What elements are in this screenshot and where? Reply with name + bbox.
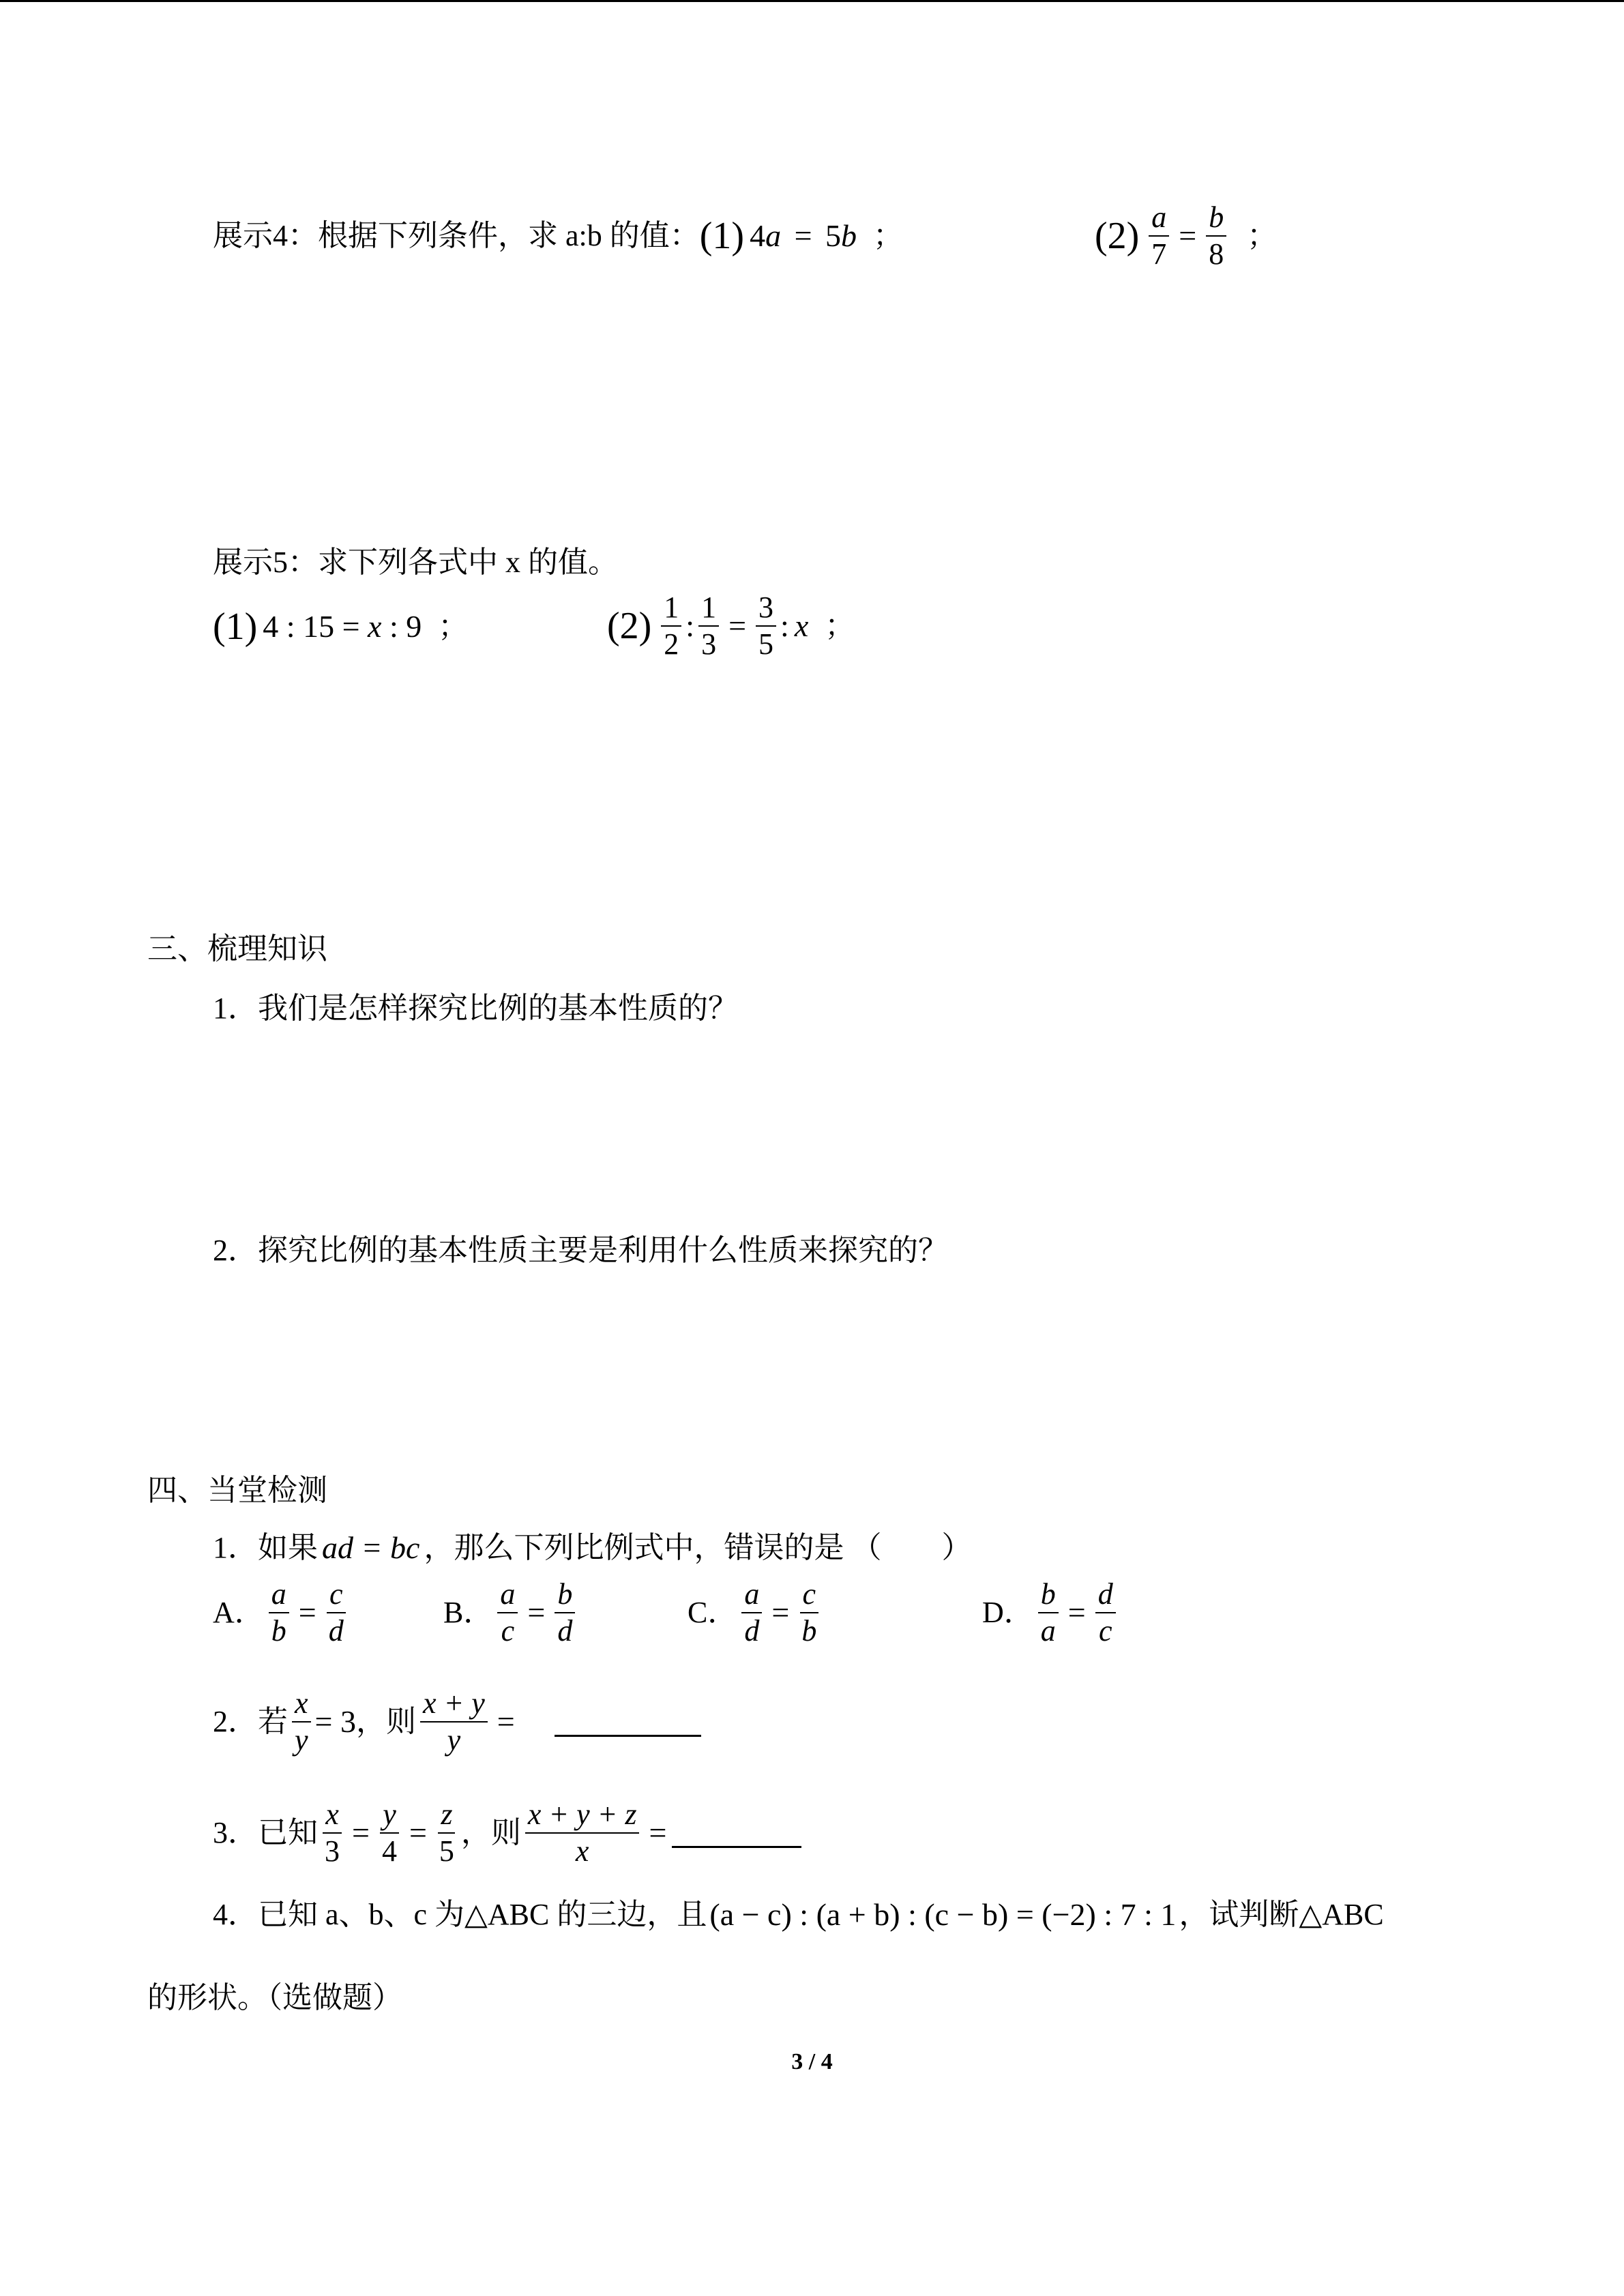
show5-fraction-1-over-3: $\frac{1}{3}$ [698,590,719,662]
show5-sep1: ； [438,610,469,643]
show5-part1 [213,606,468,647]
section4-question-1: 1．如果 ad = bc ，那么下列比例式中，错误的是 （ ） [213,1527,971,1568]
show4-part2: (2) $\frac{a}{7}$ = $\frac{b}{8}$ ； [1095,200,1278,271]
show4-part1-equation: 4a = 5b [750,218,857,253]
option-d: D． $\frac{b}{a}$ = $\frac{d}{c}$ [982,1575,1120,1650]
section3-title: 三、梳理知识 [147,932,327,966]
q3-answer-blank[interactable] [672,1819,801,1848]
show5-part1-marker: (1) [213,606,258,648]
top-border [0,0,1624,2]
show5-part2: (2) $\frac{1}{2}$ : $\frac{1}{3}$ = $\frac{3}{5}$ : x ； [607,591,855,661]
q1-condition: ad = bc [322,1530,420,1565]
section4-title: 四、当堂检测 [147,1474,327,1507]
section3-question-2: 2．探究比例的基本性质主要是利用什么性质来探究的？ [213,1234,948,1267]
show4-sep2: ； [1247,219,1278,252]
section4-question-2: 2．若 $\frac{x}{y}$ = 3 ，则 $\frac{x + y}{y}$ = [213,1684,701,1759]
show5-sep2: ； [825,609,855,642]
q2-answer-blank[interactable] [555,1708,701,1737]
option-c: C． $\frac{a}{d}$ = $\frac{c}{b}$ [688,1575,823,1650]
page-number: 3 / 4 [791,2049,833,2074]
section4-question-4-line2: 的形状。（选做题） [147,1981,402,2014]
show4-fraction-a-over-7: $\frac{a}{7}$ [1149,200,1169,272]
show5-label: 展示5：求下列各式中 x 的值。 [213,546,618,579]
show5-fraction-1-over-2: $\frac{1}{2}$ [661,590,681,662]
show5-part2-marker: (2) [607,605,652,647]
show4-line [213,215,903,256]
section4-question-4: 4．已知 a、b、c 为△ABC 的三边，且 (a − c) : (a + b) : (c − b) = (−2) : 7 : 1 ，试判断△ABC [213,1894,1384,1935]
show5-fraction-3-over-5: $\frac{3}{5}$ [756,590,776,662]
show4-sep1: ； [873,219,904,252]
show4-part1-marker: (1) [699,215,745,257]
show4-fraction-b-over-8: $\frac{b}{8}$ [1206,200,1226,272]
show5-part1-equation: 4 : 15 = x : 9 [263,609,422,644]
section4-question-3: 3．已知 $\frac{x}{3}$ = $\frac{y}{4}$ = $\frac{z}{5}$ ，则 $\frac{x + y + z}{x}$ = [213,1795,801,1870]
q4-ratio-expression: (a − c) : (a + b) : (c − b) = (−2) : 7 : 1 [709,1897,1177,1932]
option-b: B． $\frac{a}{c}$ = $\frac{b}{d}$ [443,1575,579,1650]
option-a: A． $\frac{a}{b}$ = $\frac{c}{d}$ [213,1575,351,1650]
section3-question-1: 1．我们是怎样探究比例的基本性质的？ [213,992,738,1025]
show5-label-line [213,542,618,583]
show4-label: 展示4：根据下列条件，求 a:b 的值： [213,219,700,252]
show4-part2-marker: (2) [1095,215,1140,257]
